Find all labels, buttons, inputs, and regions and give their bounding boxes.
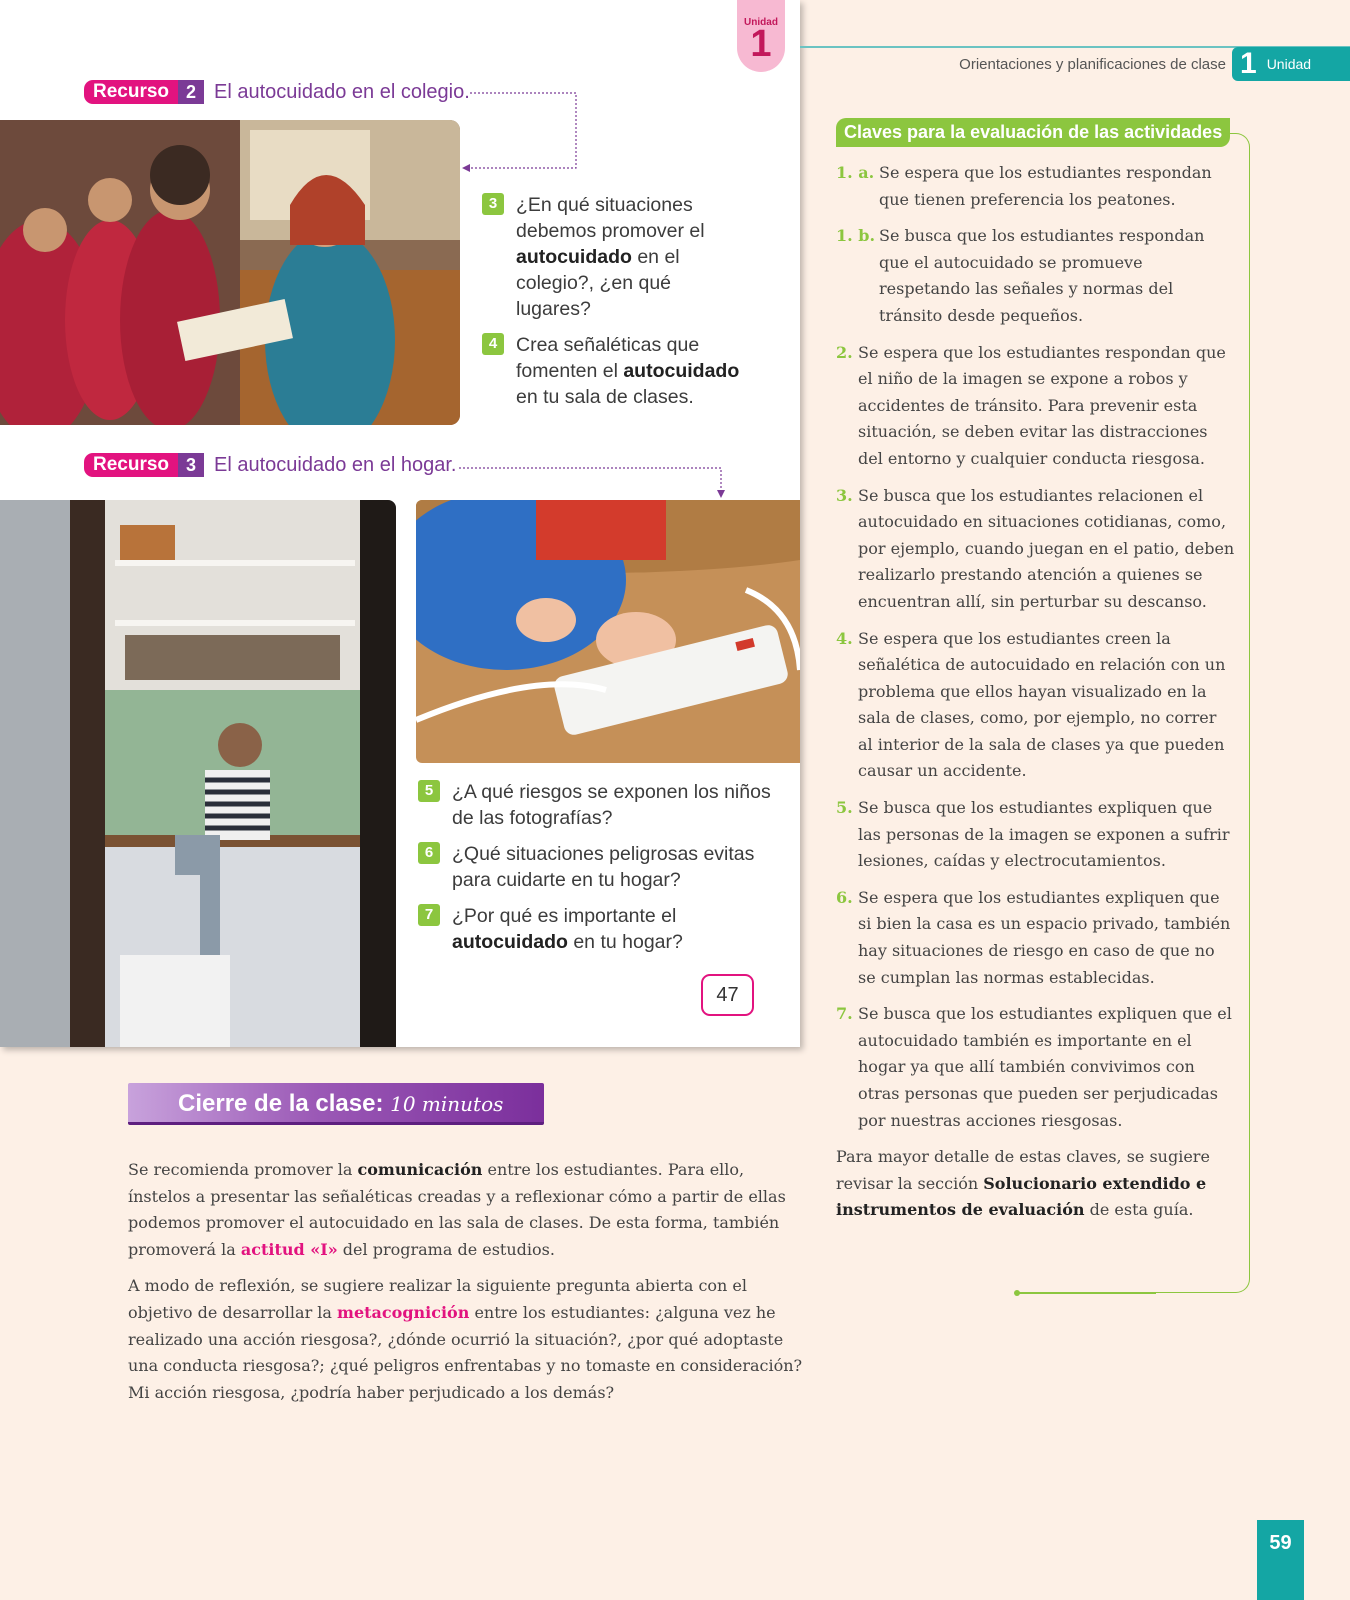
answer-number: 5.: [836, 798, 853, 818]
answer-text: Se espera que los estudiantes respondan que tienen preferencia los peatones.: [879, 163, 1212, 209]
unit-badge: [1232, 47, 1350, 81]
unit-badge-number: 1: [1240, 47, 1257, 80]
cierre-paragraph-1: Se recomienda promover la comunicación entre los estudiantes. Para ello, ínstelos a presentar las señaléticas creadas y a reflexionar cómo a partir de ellas podemos promover el autocuidado en las sala de clases. De esta forma, también promoverá la actitud «I» del programa de estudios.: [128, 1160, 786, 1259]
answer-keys: [836, 160, 1236, 1224]
question-5: [418, 779, 778, 831]
question-text: ¿Por qué es importante el autocuidado en tu hogar?: [452, 905, 683, 953]
claves-title: Claves para la evaluación de las actividades: [836, 118, 1230, 147]
answer-number: 6.: [836, 887, 853, 907]
question-text: ¿En qué situaciones debemos promover el autocuidado en el colegio?, ¿en qué lugares?: [516, 194, 705, 320]
answer-item: [836, 160, 1236, 213]
more-info-note: Para mayor detalle de estas claves, se sugiere revisar la sección Solucionario extendido e instrumentos de evaluación de esta guía.: [836, 1147, 1210, 1220]
answer-text: Se busca que los estudiantes expliquen que las personas de la imagen se exponen a sufrir lesiones, caídas y electrocutamientos.: [858, 798, 1230, 871]
power-strip-photo: [416, 500, 800, 763]
cierre-time: 10 minutos: [390, 1092, 504, 1116]
answer-number: 1. a.: [836, 163, 875, 182]
question-number: 7: [418, 904, 440, 926]
recurso-2-heading: [84, 80, 470, 104]
question-text: Crea señaléticas que fomenten el autocuidado en tu sala de clases.: [516, 334, 740, 408]
answer-item: [836, 626, 1236, 786]
recurso-number: 3: [178, 453, 204, 477]
answer-item: [836, 483, 1236, 616]
question-text: ¿Qué situaciones peligrosas evitas para cuidarte en tu hogar?: [452, 843, 755, 891]
answer-text: Se busca que los estudiantes respondan que el autocuidado se promueve respetando las señales y normas del tránsito desde pequeños.: [879, 226, 1205, 325]
book-page-number: 47: [701, 974, 754, 1016]
unit-tab-number: 1: [750, 23, 772, 65]
cierre-title: Cierre de la clase:: [178, 1090, 384, 1117]
guide-page-number: 59: [1257, 1520, 1304, 1600]
answer-text: Se espera que los estudiantes creen la señalética de autocuidado en relación con un problema que ellos hayan visualizado en la sala de clases, como, por ejemplo, no correr al interior de la sala de clases ya que pueden causar un accidente.: [858, 628, 1226, 781]
question-number: 6: [418, 842, 440, 864]
student-book-page: [0, 0, 800, 1047]
answer-item: [836, 1001, 1236, 1134]
answer-item: [836, 795, 1236, 875]
recurso-title: El autocuidado en el hogar.: [214, 453, 457, 476]
answer-number: 2.: [836, 342, 853, 362]
question-3: [482, 192, 742, 322]
question-7: [418, 903, 778, 955]
answer-text: Se espera que los estudiantes expliquen que si bien la casa es un espacio privado, también hay situaciones de riesgo en caso de que no se cumplan las normas establecidas.: [858, 887, 1231, 987]
recurso-number: 2: [178, 80, 204, 104]
recurso-3-heading: [84, 453, 456, 477]
answer-number: 7.: [836, 1004, 853, 1024]
unit-tab: [737, 0, 785, 72]
cierre-paragraph-2: A modo de reflexión, se sugiere realizar la siguiente pregunta abierta con el objetivo de desarrollar la metacognición entre los estudiantes: ¿alguna vez he realizado una acción riesgosa?, ¿dónde ocurrió la situación?, ¿por qué adoptaste una conducta riesgosa?; ¿qué peligros enfrentabas y no tomaste en consideración? Mi acción riesgosa, ¿podría haber perjudicado a los demás?: [128, 1276, 803, 1402]
question-text: ¿A qué riesgos se exponen los niños de las fotografías?: [452, 781, 771, 829]
answer-text: Se busca que los estudiantes relacionen el autocuidado en situaciones cotidianas, como, por ejemplo, cuando juegan en el patio, deben realizarlo prestando atención a quienes se encuentran allí, sin perturbar su descanso.: [858, 485, 1235, 611]
dotted-connector: [440, 90, 580, 180]
kitchen-photo: [0, 500, 396, 1047]
answer-item: [836, 223, 1236, 329]
recurso-tag: Recurso: [84, 453, 178, 477]
cierre-heading: [128, 1083, 544, 1125]
answer-number: 3.: [836, 485, 853, 505]
question-6: [418, 841, 778, 893]
answer-text: Se busca que los estudiantes expliquen que el autocuidado también es importante en el hogar ya que allí también convivimos con otras personas que pueden ser perjudicadas por nuestras acciones riesgosas.: [858, 1004, 1232, 1130]
recurso-tag: Recurso: [84, 80, 178, 104]
unit-tab-label: Unidad: [744, 17, 778, 28]
answer-item: [836, 885, 1236, 991]
unit-badge-label: Unidad: [1266, 56, 1312, 72]
school-cafeteria-photo: [0, 120, 460, 425]
answer-number: 4.: [836, 628, 853, 648]
answer-item: [836, 340, 1236, 473]
question-number: 4: [482, 333, 504, 355]
recurso-title: El autocuidado en el colegio.: [214, 80, 470, 103]
guide-header: Orientaciones y planificaciones de clase: [959, 56, 1226, 73]
answer-number: 1. b.: [836, 226, 876, 246]
question-number: 3: [482, 193, 504, 215]
claves-frame-bottom: [1016, 1292, 1156, 1294]
question-4: [482, 332, 742, 410]
answer-text: Se espera que los estudiantes respondan que el niño de la imagen se expone a robos y accidentes de tránsito. Para prevenir esta situación, se deben evitar las distracciones del entorno y cualquier conducta riesgosa.: [858, 342, 1226, 468]
cierre-body: [128, 1157, 808, 1416]
question-number: 5: [418, 780, 440, 802]
dotted-connector: [455, 460, 735, 500]
